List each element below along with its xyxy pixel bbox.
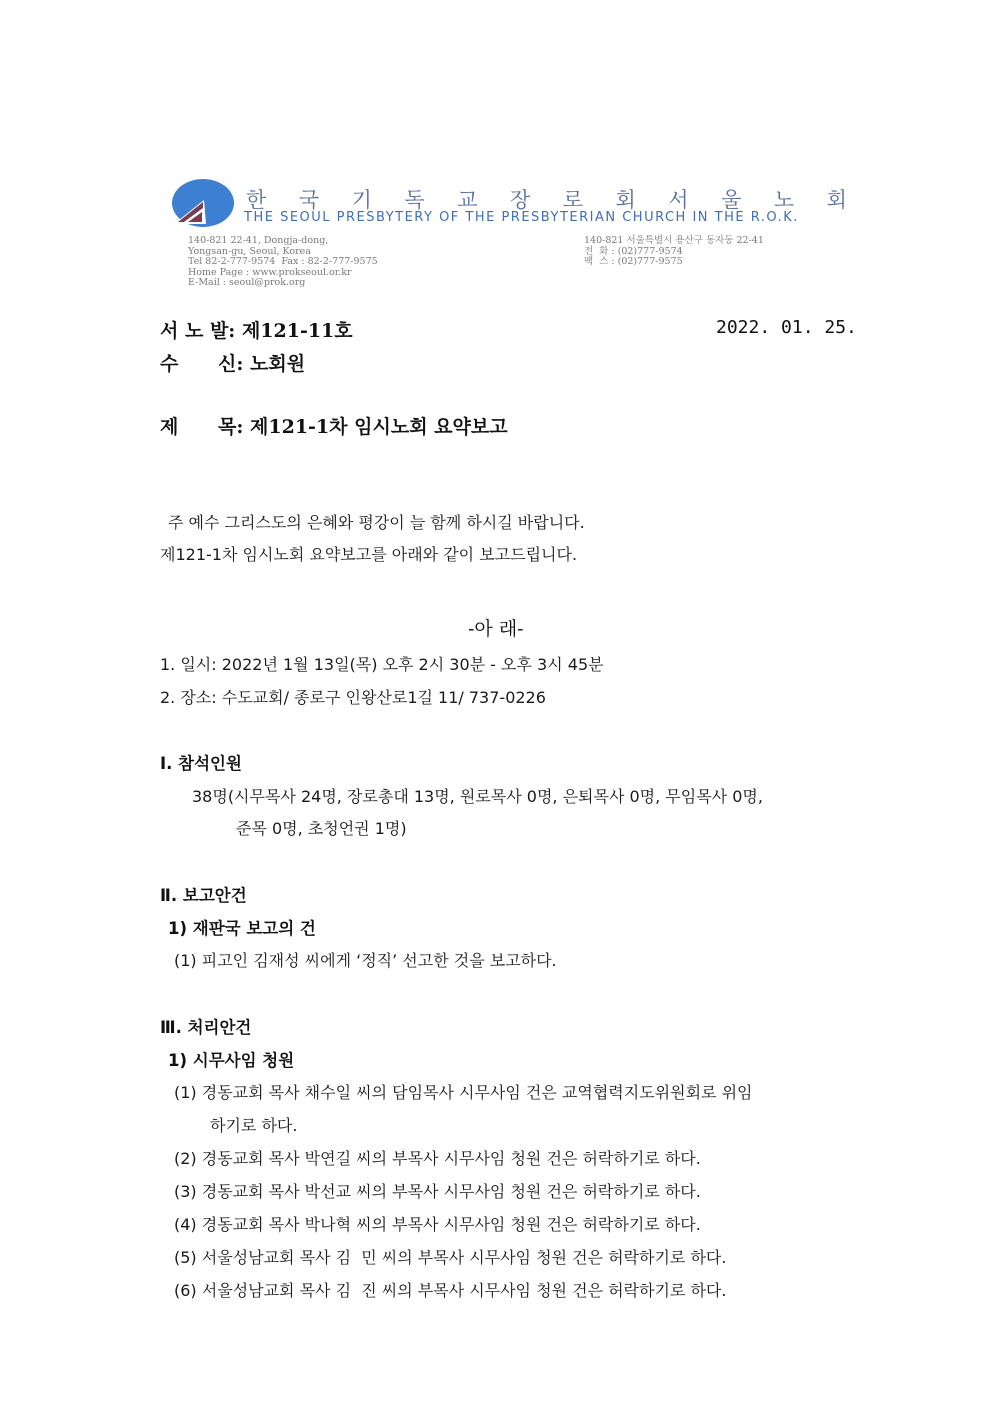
subject-value: 제121-1차 임시노회 요약보고 xyxy=(250,416,508,438)
section-2-heading: Ⅱ. 보고안건 xyxy=(160,886,247,905)
attendance-line-1: 38명(시무목사 24명, 장로총대 13명, 원로목사 0명, 은퇴목사 0명, 무임목사 0명, xyxy=(192,787,763,806)
address-korean: 140-821 서울특별시 용산구 동자동 22-41 전 화 : (02)777-9574 팩 스 : (02)777-9575 xyxy=(584,235,764,267)
section-3-item-2: (2) 경동교회 목사 박연길 씨의 부목사 시무사임 청원 건은 허락하기로 하다. xyxy=(174,1149,701,1168)
doc-number-label: 서 노 발: xyxy=(160,320,236,342)
doc-number-value: 제121-11호 xyxy=(241,320,353,342)
subject-row xyxy=(160,412,508,439)
section-1-heading: Ⅰ. 참석인원 xyxy=(160,754,242,773)
greeting-line-2: 제121-1차 임시노회 요약보고를 아래와 같이 보고드립니다. xyxy=(160,545,578,564)
doc-number-row xyxy=(160,316,353,343)
address-english: 140-821 22-41, Dongja-dong, Yongsan-gu, Seoul, Korea Tel 82-2-777-9574 Fax : 82-2-777-9575 Home Page : www.prokseoul.or.kr E-Mail : seoul@prok.org xyxy=(188,235,378,288)
section-3-item-1-cont: 하기로 하다. xyxy=(210,1116,298,1135)
meeting-datetime: 1. 일시: 2022년 1월 13일(목) 오후 2시 30분 - 오후 3시 45분 xyxy=(160,655,604,674)
section-3-item-3: (3) 경동교회 목사 박선교 씨의 부목사 시무사임 청원 건은 허락하기로 하다. xyxy=(174,1182,701,1201)
section-2-sub-1: 1) 재판국 보고의 건 xyxy=(168,919,316,938)
section-3-item-1: (1) 경동교회 목사 채수일 씨의 담임목사 시무사임 건은 교역협력지도위원회로 위임 xyxy=(174,1083,753,1102)
org-name-korean: 한국기독교장로회서울노회 xyxy=(246,188,880,212)
section-3-sub-1: 1) 시무사임 청원 xyxy=(168,1051,295,1070)
section-3-heading: Ⅲ. 처리안건 xyxy=(160,1018,252,1037)
meeting-location: 2. 장소: 수도교회/ 종로구 인왕산로1길 11/ 737-0226 xyxy=(160,688,546,707)
section-3-item-4: (4) 경동교회 목사 박나혁 씨의 부목사 시무사임 청원 건은 허락하기로 하다. xyxy=(174,1215,701,1234)
org-name-english: THE SEOUL PRESBYTERY OF THE PRESBYTERIAN CHURCH IN THE R.O.K. xyxy=(244,210,799,225)
presbytery-logo-icon xyxy=(170,178,234,228)
document-date: 2022. 01. 25. xyxy=(716,317,857,338)
section-3-item-5: (5) 서울성남교회 목사 김 민 씨의 부목사 시무사임 청원 건은 허락하기로 하다. xyxy=(174,1248,727,1267)
section-3-item-6: (6) 서울성남교회 목사 김 진 씨의 부목사 시무사임 청원 건은 허락하기로 하다. xyxy=(174,1281,727,1300)
recipient-value: 노회원 xyxy=(250,353,306,375)
recipient-label: 수 신: xyxy=(160,353,244,375)
greeting-line-1: 주 예수 그리스도의 은혜와 평강이 늘 함께 하시길 바랍니다. xyxy=(168,513,585,532)
section-2-item-1: (1) 피고인 김재성 씨에게 ‘정직’ 선고한 것을 보고하다. xyxy=(174,951,557,970)
attendance-line-2: 준목 0명, 초청언권 1명) xyxy=(236,819,407,838)
subject-label: 제 목: xyxy=(160,416,244,438)
recipient-row xyxy=(160,349,305,376)
below-title: -아 래- xyxy=(468,618,524,640)
